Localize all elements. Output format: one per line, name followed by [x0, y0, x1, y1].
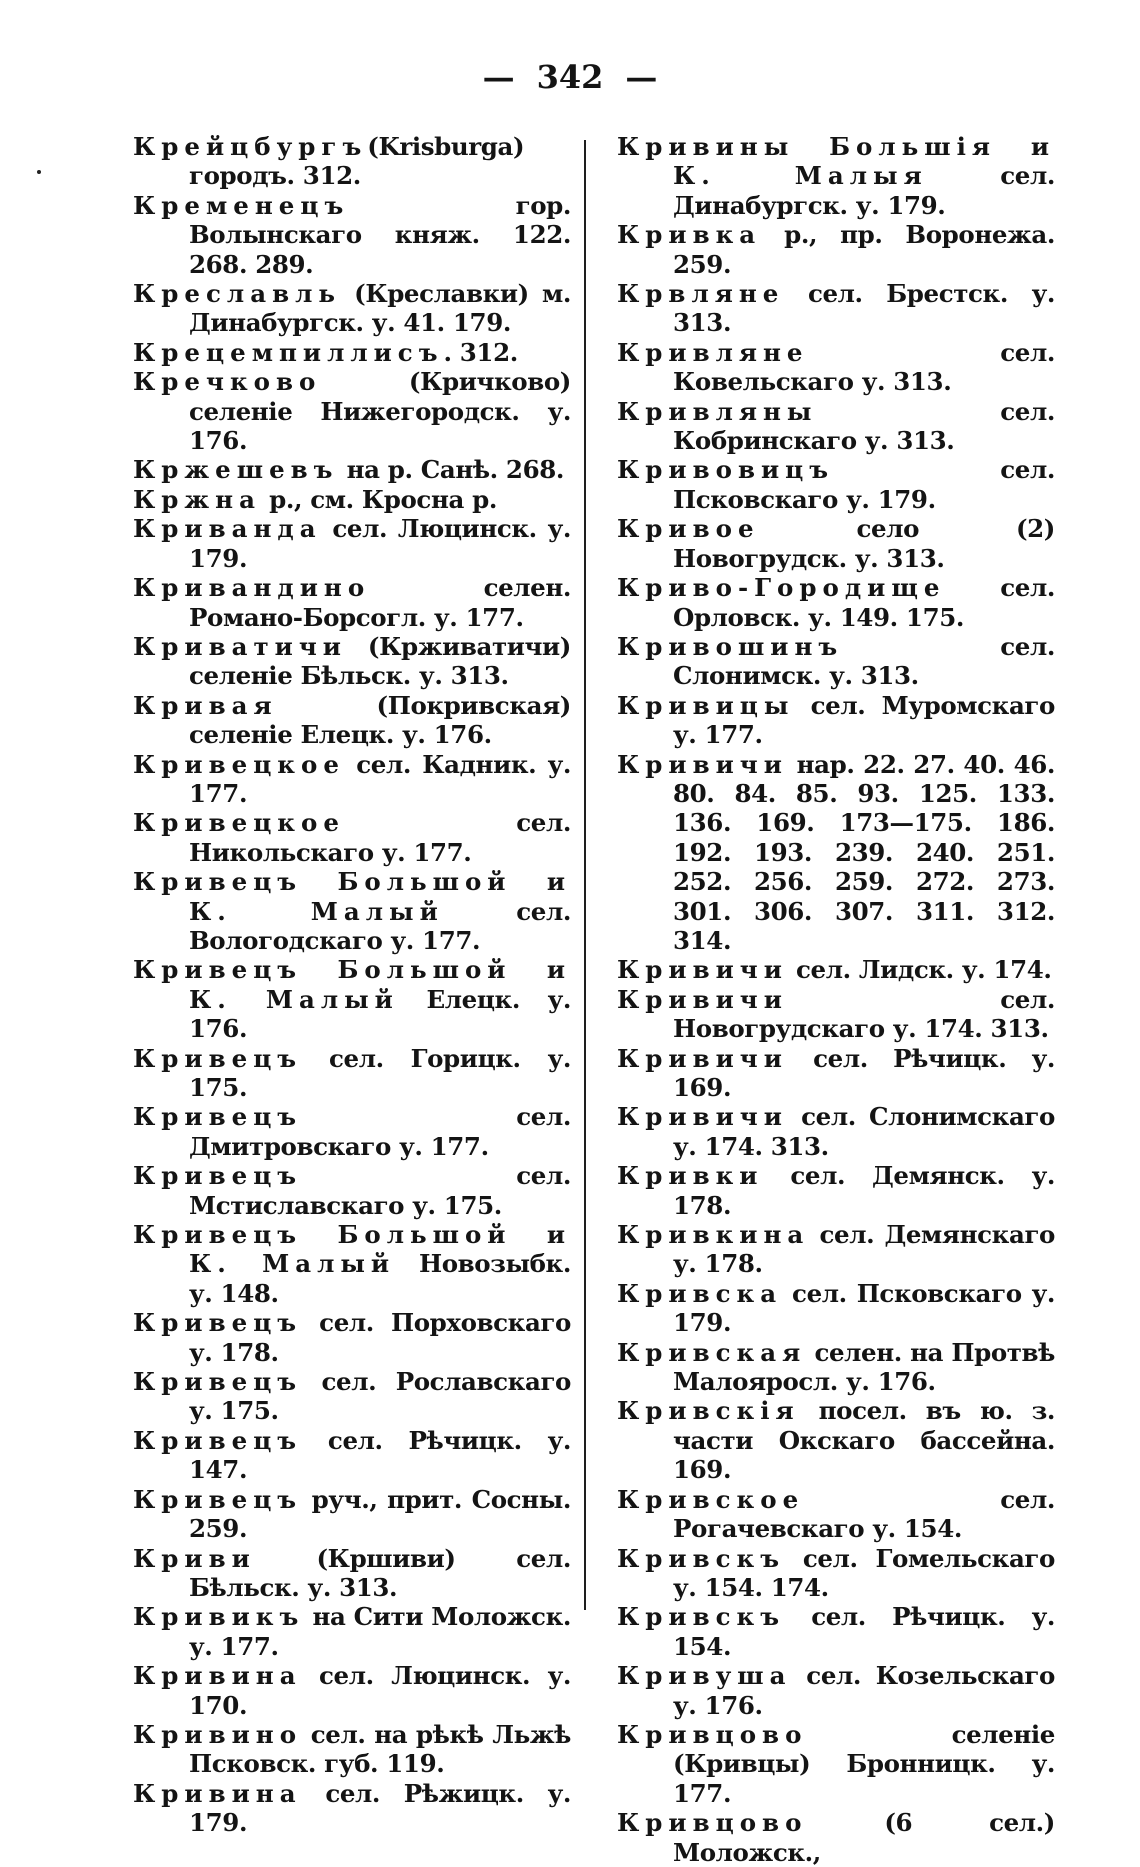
- index-entry: [133, 132, 571, 191]
- index-entry: [133, 279, 571, 338]
- entry-text: сел. Козельскаго у. 176.: [673, 1661, 1055, 1720]
- entry-text: сел. Горицк. у. 175.: [189, 1043, 571, 1102]
- index-entry: [133, 573, 571, 632]
- entry-headword: Кривецъ: [133, 1102, 303, 1132]
- entry-text: сел. Муромскаго у. 177.: [673, 690, 1055, 750]
- entry-headword: Криво-Городище: [617, 573, 946, 603]
- entry-headword: Крвляне: [617, 279, 785, 309]
- entry-headword: Кривикъ: [133, 1602, 305, 1632]
- entry-text: . 312.: [443, 337, 518, 367]
- entry-text: сел. на рѣкѣ Льжѣ Псковск. губ. 119.: [189, 1719, 571, 1779]
- entry-headword: Кривовицъ: [617, 455, 835, 485]
- entry-text: на р. Санѣ. 268.: [338, 455, 565, 485]
- entry-headword: Кривская: [617, 1337, 807, 1367]
- entry-text: р., пр. Воронежа. 259.: [673, 220, 1055, 279]
- entry-text: руч., прит. Сосны. 259.: [189, 1484, 571, 1544]
- entry-headword: Кривины Большія и К. Малыя: [617, 132, 1055, 191]
- index-entry: [133, 485, 571, 514]
- index-entry: [617, 1661, 1055, 1720]
- entry-text: сел. Рогачевскаго у. 154.: [673, 1484, 1055, 1544]
- entry-headword: Криватичи: [133, 631, 347, 661]
- entry-text: р., см. Кросна р.: [260, 484, 497, 514]
- entry-text: сел. Рѣчицк. у. 169.: [673, 1043, 1055, 1102]
- entry-text: сел. Рѣчицк. у. 147.: [189, 1425, 571, 1485]
- entry-headword: Кривецъ Большой и К. Малый: [133, 955, 571, 1014]
- index-entry: [133, 1102, 571, 1161]
- index-entry: [617, 514, 1055, 573]
- entry-text: сел. Демянск. у. 178.: [673, 1161, 1055, 1220]
- entry-headword: Кривляны: [617, 396, 818, 426]
- entry-headword: Кривошинъ: [617, 631, 844, 661]
- entry-headword: Кржна: [133, 484, 261, 514]
- index-entry: [617, 691, 1055, 750]
- page-number-dash-right: —: [625, 58, 658, 96]
- entry-text: сел. Порховскаго у. 178.: [189, 1308, 571, 1367]
- entry-text: (Крживатичи) селеніе Бѣльск. у. 313.: [189, 631, 571, 691]
- entry-headword: Кривецкое: [133, 808, 345, 838]
- index-entry: [617, 955, 1055, 984]
- entry-text: сел. Люцинск. у. 170.: [189, 1661, 571, 1720]
- index-entry: [133, 1544, 571, 1603]
- index-entry: [617, 1161, 1055, 1220]
- entry-headword: Кривецъ: [133, 1161, 303, 1191]
- index-entry: [133, 750, 571, 809]
- index-entry: [133, 1426, 571, 1485]
- index-entry: [617, 132, 1055, 220]
- index-entry: [617, 1044, 1055, 1103]
- entry-headword: Кривандино: [133, 573, 371, 603]
- entry-headword: Кривина: [133, 1661, 302, 1691]
- entry-text: сел. Дмитровскаго у. 177.: [189, 1102, 571, 1161]
- entry-headword: Кременецъ: [133, 190, 350, 220]
- entry-headword: Кривая: [133, 690, 278, 720]
- entry-headword: Кривичи: [617, 1043, 788, 1073]
- entry-headword: Кривое: [617, 514, 760, 544]
- index-entry: [133, 338, 571, 367]
- entry-text: селеніе (Кривцы) Бронницк. у. 177.: [673, 1719, 1055, 1808]
- column-divider: [584, 140, 586, 1610]
- index-entry: [133, 1161, 571, 1220]
- index-entry: [617, 220, 1055, 279]
- entry-headword: Кривецъ: [133, 1308, 303, 1338]
- entry-headword: Кривскъ: [617, 1543, 786, 1573]
- entry-headword: Кривецъ: [133, 1367, 303, 1397]
- entry-headword: Кривичи: [617, 749, 788, 779]
- page-number: [0, 58, 1140, 96]
- index-entry: [617, 1485, 1055, 1544]
- index-entry: [617, 1602, 1055, 1661]
- entry-text: сел. Слонимск. у. 313.: [673, 631, 1055, 691]
- index-entry: [617, 455, 1055, 514]
- entry-text: селен. на Протвѣ Малояросл. у. 176.: [673, 1337, 1055, 1397]
- entry-headword: Кривичи: [617, 1102, 788, 1132]
- entry-text: Новозыбк. у. 148.: [189, 1249, 571, 1308]
- entry-headword: Кривуша: [617, 1661, 792, 1691]
- entry-text: сел. Псковскаго у. 179.: [673, 455, 1055, 514]
- index-entry: [133, 191, 571, 279]
- index-entry: [133, 632, 571, 691]
- index-entry: [133, 1044, 571, 1103]
- page-number-value: 342: [536, 58, 604, 96]
- entry-headword: Кречково: [133, 367, 322, 397]
- entry-text: сел. Кадник. у. 177.: [189, 749, 571, 808]
- entry-headword: Крейцбургъ: [133, 132, 368, 161]
- entry-headword: Кривецъ: [133, 1425, 303, 1455]
- entry-headword: Кривичи: [617, 955, 788, 985]
- entry-text: сел. Вологодскаго у. 177.: [189, 896, 571, 955]
- entry-text: на Сити Моложск. у. 177.: [189, 1602, 571, 1661]
- index-entry: [617, 1338, 1055, 1397]
- entry-headword: Кривецъ Большой и К. Малый: [133, 1220, 571, 1279]
- index-entry: [617, 279, 1055, 338]
- entry-headword: Крецемпиллисъ: [133, 337, 444, 367]
- entry-headword: Кривцово: [617, 1719, 808, 1749]
- index-entry: [617, 985, 1055, 1044]
- index-entry: [133, 1779, 571, 1838]
- index-entry: [133, 1220, 571, 1308]
- entry-text: сел. Брестск. у. 313.: [673, 279, 1055, 338]
- left-column: [133, 132, 571, 1838]
- entry-text: (Кричково) селеніе Нижегородск. у. 176.: [189, 367, 571, 456]
- entry-headword: Кривецъ: [133, 1484, 303, 1514]
- entry-text: (6 сел.) Моложск.,: [673, 1808, 1055, 1867]
- entry-text: (Кршиви) сел. Бѣльск. у. 313.: [189, 1543, 571, 1602]
- index-entry: [617, 338, 1055, 397]
- index-entry: [133, 1485, 571, 1544]
- index-entry: [133, 1602, 571, 1661]
- entry-text: сел. Никольскаго у. 177.: [189, 808, 571, 867]
- index-entry: [133, 455, 571, 484]
- entry-text: сел. Динабургск. у. 179.: [673, 161, 1055, 220]
- index-entry: [617, 397, 1055, 456]
- index-entry: [133, 1720, 571, 1779]
- entry-headword: Криви: [133, 1543, 256, 1573]
- index-entry: [133, 691, 571, 750]
- entry-text: сел. Люцинск. у. 179.: [189, 514, 571, 573]
- entry-headword: Кривскія: [617, 1396, 800, 1426]
- index-entry: [133, 955, 571, 1043]
- index-entry: [133, 514, 571, 573]
- entry-headword: Кривскъ: [617, 1602, 786, 1632]
- index-entry: [617, 632, 1055, 691]
- entry-headword: Кривцово: [617, 1808, 808, 1838]
- index-entry: [617, 1808, 1055, 1867]
- index-entry: [617, 1220, 1055, 1279]
- index-entry: [133, 1308, 571, 1367]
- entry-text: сел. Орловск. у. 149. 175.: [673, 573, 1055, 632]
- entry-headword: Кривино: [133, 1719, 303, 1749]
- index-entry: [617, 750, 1055, 956]
- entry-text: сел. Ковельскаго у. 313.: [673, 337, 1055, 397]
- index-entry: [617, 1396, 1055, 1484]
- entry-text: сел. Гомельскаго у. 154. 174.: [673, 1543, 1055, 1602]
- index-entry: [617, 573, 1055, 632]
- entry-headword: Кривляне: [617, 337, 809, 367]
- entry-text: гор. Волынскаго княж. 122. 268. 289.: [189, 190, 571, 279]
- right-column: [617, 132, 1055, 1867]
- entry-text: посел. въ ю. з. части Окскаго бассейна. 169.: [673, 1396, 1055, 1485]
- index-entry: [617, 1279, 1055, 1338]
- entry-text: сел. Рѣчицк. у. 154.: [673, 1602, 1055, 1661]
- entry-headword: Кривина: [133, 1778, 302, 1808]
- index-entry: [617, 1720, 1055, 1808]
- entry-headword: Кривки: [617, 1161, 764, 1191]
- index-entry: [133, 808, 571, 867]
- index-entry: [133, 367, 571, 455]
- entry-text: село (2) Новогрудск. у. 313.: [673, 514, 1055, 573]
- entry-text: сел. Мстиславскаго у. 175.: [189, 1161, 571, 1220]
- entry-text: сел. Кобринскаго у. 313.: [673, 396, 1055, 456]
- entry-headword: Кривкина: [617, 1220, 810, 1250]
- entry-text: (Креславки) м. Динабургск. у. 41. 179.: [189, 279, 571, 338]
- entry-headword: Кривецкое: [133, 749, 345, 779]
- entry-headword: Креславль: [133, 279, 341, 309]
- entry-headword: Кривецъ: [133, 1043, 303, 1073]
- entry-text: сел. Рѣжицк. у. 179.: [189, 1778, 571, 1838]
- entry-text: селен. Романо-Борсогл. у. 177.: [189, 573, 571, 632]
- entry-text: (Покривская) селеніе Елецк. у. 176.: [189, 690, 571, 750]
- entry-text: (Krisburga) городъ. 312.: [189, 132, 525, 191]
- entry-text: сел. Новогрудскаго у. 174. 313.: [673, 984, 1055, 1044]
- entry-text: сел. Лидск. у. 174.: [787, 955, 1052, 985]
- entry-headword: Кривска: [617, 1278, 783, 1308]
- entry-headword: Кржешевъ: [133, 455, 339, 485]
- index-entry: [133, 1661, 571, 1720]
- entry-text: сел. Демянскаго у. 178.: [673, 1220, 1055, 1279]
- entry-headword: Криванда: [133, 514, 322, 544]
- entry-headword: Кривичи: [617, 984, 788, 1014]
- index-entry: [133, 867, 571, 955]
- entry-headword: Кривка: [617, 220, 762, 250]
- stray-mark: [37, 170, 41, 174]
- entry-headword: Кривское: [617, 1484, 805, 1514]
- index-entry: [133, 1367, 571, 1426]
- entry-headword: Кривицы: [617, 690, 795, 720]
- index-entry: [617, 1102, 1055, 1161]
- index-entry: [617, 1544, 1055, 1603]
- page-number-dash-left: —: [482, 58, 515, 96]
- entry-text: нар. 22. 27. 40. 46. 80. 84. 85. 93. 125. 133. 136. 169. 173—175. 186. 192. 193. 239. 240. 251. 252. 256. 259. 272. 273. 301. 306. 307. 311. 312. 314.: [673, 749, 1055, 955]
- entry-text: сел. Псковскаго у. 179.: [673, 1278, 1055, 1338]
- entry-headword: Кривецъ Большой и К. Малый: [133, 867, 571, 926]
- entry-text: сел. Рославскаго у. 175.: [189, 1367, 571, 1426]
- entry-text: сел. Слонимскаго у. 174. 313.: [673, 1102, 1055, 1161]
- entry-text: Елецк. у. 176.: [189, 984, 571, 1044]
